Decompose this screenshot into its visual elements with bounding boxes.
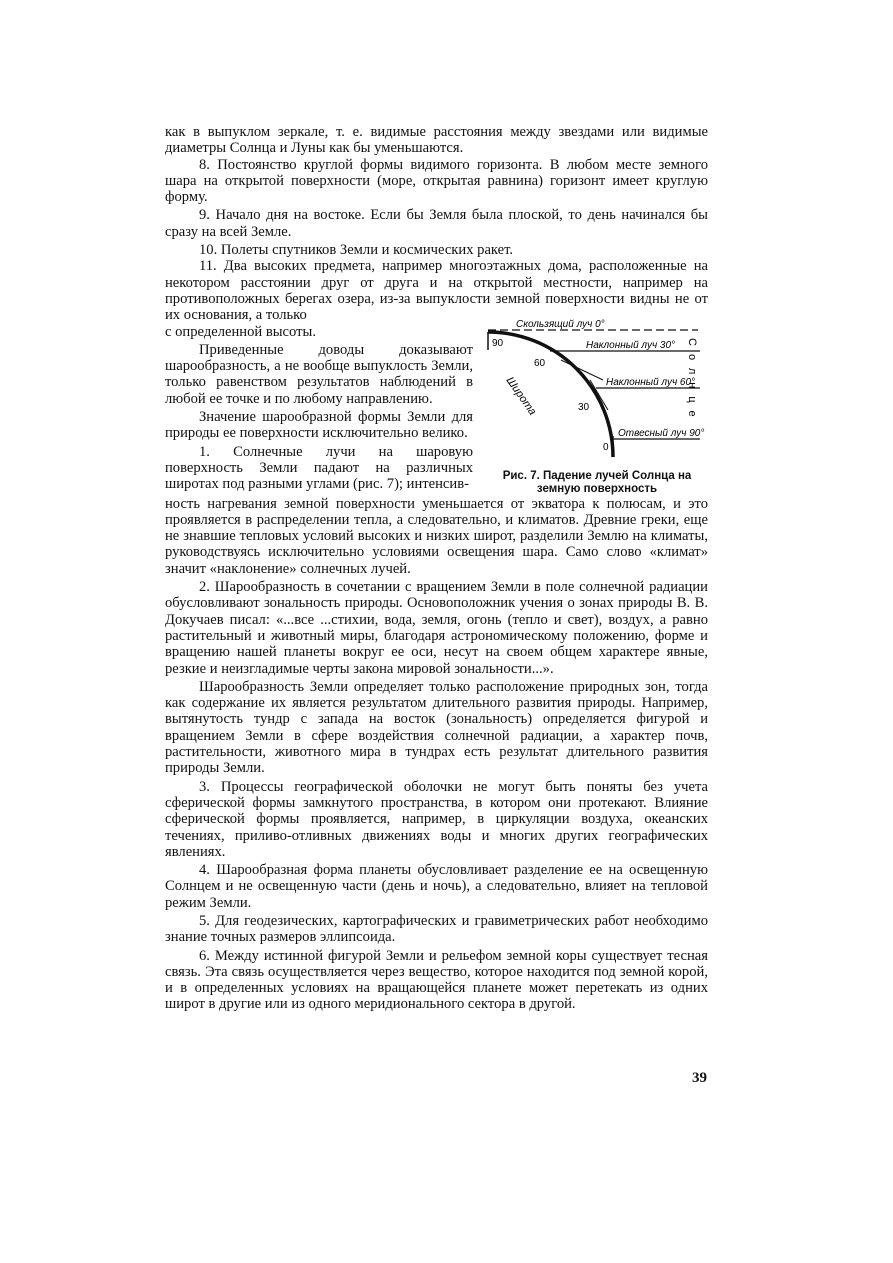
text-figure-row — [165, 318, 708, 496]
paragraph: 1. Солнечные лучи на шаровую поверхность Земли падают на различных широтах под разными углами (рис. 7); интенсив- — [165, 443, 473, 493]
sun-word: Солнце — [686, 337, 698, 425]
paragraph: с определенной высоты. — [165, 323, 316, 340]
paragraph: 8. Постоянство круглой формы видимого горизонта. В любом месте земного шара на открытой поверхности (море, открытая равнина) горизонт имеет круглую форму. — [165, 156, 708, 206]
lat-60-label: 60 — [534, 357, 546, 369]
page-number: 39 — [692, 1070, 707, 1086]
figure-caption: Рис. 7. Падение лучей Солнца на земную поверхность — [502, 469, 692, 495]
paragraph: 10. Полеты спутников Земли и космических ракет. — [199, 242, 514, 259]
paragraph: Шарообразность Земли определяет только расположение природных зон, тогда как содержание их является результатом длительного развития природы. Например, вытянутость тундр с запада на восток (зональность) определяется фигурой и вращением Земли в сфере воздействия солнечной радиации, а характер почв, растительности, животного мира в тундрах есть результат длительного развития природы Земли. — [165, 678, 708, 777]
lat-90-label: 90 — [492, 337, 504, 349]
arc-word: Широта — [503, 374, 539, 418]
paragraph: 2. Шарообразность в сочетании с вращением Земли в поле солнечной радиации обусловливают зональность природы. Основоположник учения о зонах природы В. В. Докучаев писал: «...все ...стихии, вода, земля, огонь (тепло и свет), воздух, а равно растительный и животный миры, благодаря астрономическому положению, форме и вращению нашей планеты вокруг ее оси, несут на своем общем характере явные, резкие и неизгладимые черты закона мировой зональности...». — [165, 579, 708, 677]
paragraph: 4. Шарообразная форма планеты обусловливает разделение ее на освещенную Солнцем и не освещенную части (день и ночь), а следовательно, влияет на тепловой режим Земли. — [165, 862, 708, 911]
figure-7 — [478, 318, 708, 496]
paragraph: 3. Процессы географической оболочки не могут быть поняты без учета сферической формы замкнутого пространства, в котором они протекают. Влияние сферической формы проявляется, например, в циркуляции воздуха, океанских течениях, приливо-отливных движениях воды и многих других географических явлениях. — [165, 778, 708, 860]
paragraph: ность нагревания земной поверхности уменьшается от экватора к полюсам, и это проявляется в распределении тепла, а следовательно, и климатов. Древние греки, еще не знавшие тепловых условий высоких и низких широт, разделили Землю на климаты, руководствуясь исключительно условиями освещения шара. Само слово «климат» значит «наклонение» солнечных лучей. — [165, 495, 708, 577]
paragraph: 9. Начало дня на востоке. Если бы Земля была плоской, то день начинался бы сразу на всей Земле. — [165, 207, 708, 240]
page-body — [165, 124, 708, 1013]
ray-30-label: Наклонный луч 30° — [586, 339, 676, 351]
paragraph: как в выпуклом зеркале, т. е. видимые расстояния между звездами или видимые диаметры Солнца и Луны как бы уменьшаются. — [165, 124, 708, 157]
ray-0-label: Скользящий луч 0° — [516, 318, 605, 330]
paragraph: Приведенные доводы доказывают шарообразность, а не вообще выпуклость Земли, только равенством результатов наблюдений в любой ее точке и по любому направлению. — [165, 341, 473, 407]
lat-30-label: 30 — [578, 401, 590, 413]
sun-rays-diagram — [478, 318, 708, 468]
left-column — [165, 324, 473, 493]
ray-60-label: Наклонный луч 60° — [606, 376, 696, 388]
ray-90-label: Отвесный луч 90° — [618, 427, 705, 439]
lat-0-label: 0 — [603, 441, 609, 453]
paragraph: 5. Для геодезических, картографических и гравиметрических работ необходимо знание точных размеров эллипсоида. — [165, 912, 708, 946]
paragraph: 11. Два высоких предмета, например многоэтажных дома, расположенные на некотором расстоянии друг от друга и на открытой местности, например на противоположных берегах озера, из-за выпуклости земной поверхности видны не от их основания, а только — [165, 258, 708, 324]
paragraph: Значение шарообразной формы Земли для природы ее поверхности исключительно велико. — [165, 409, 473, 442]
paragraph: 6. Между истинной фигурой Земли и рельефом земной коры существует тесная связь. Эта связь осуществляется через вещество, которое находится под земной корой, и в определенных условиях на вращающейся планете может перетекать из одних широт в другие или из одного меридионального сектора в другой. — [165, 947, 708, 1013]
